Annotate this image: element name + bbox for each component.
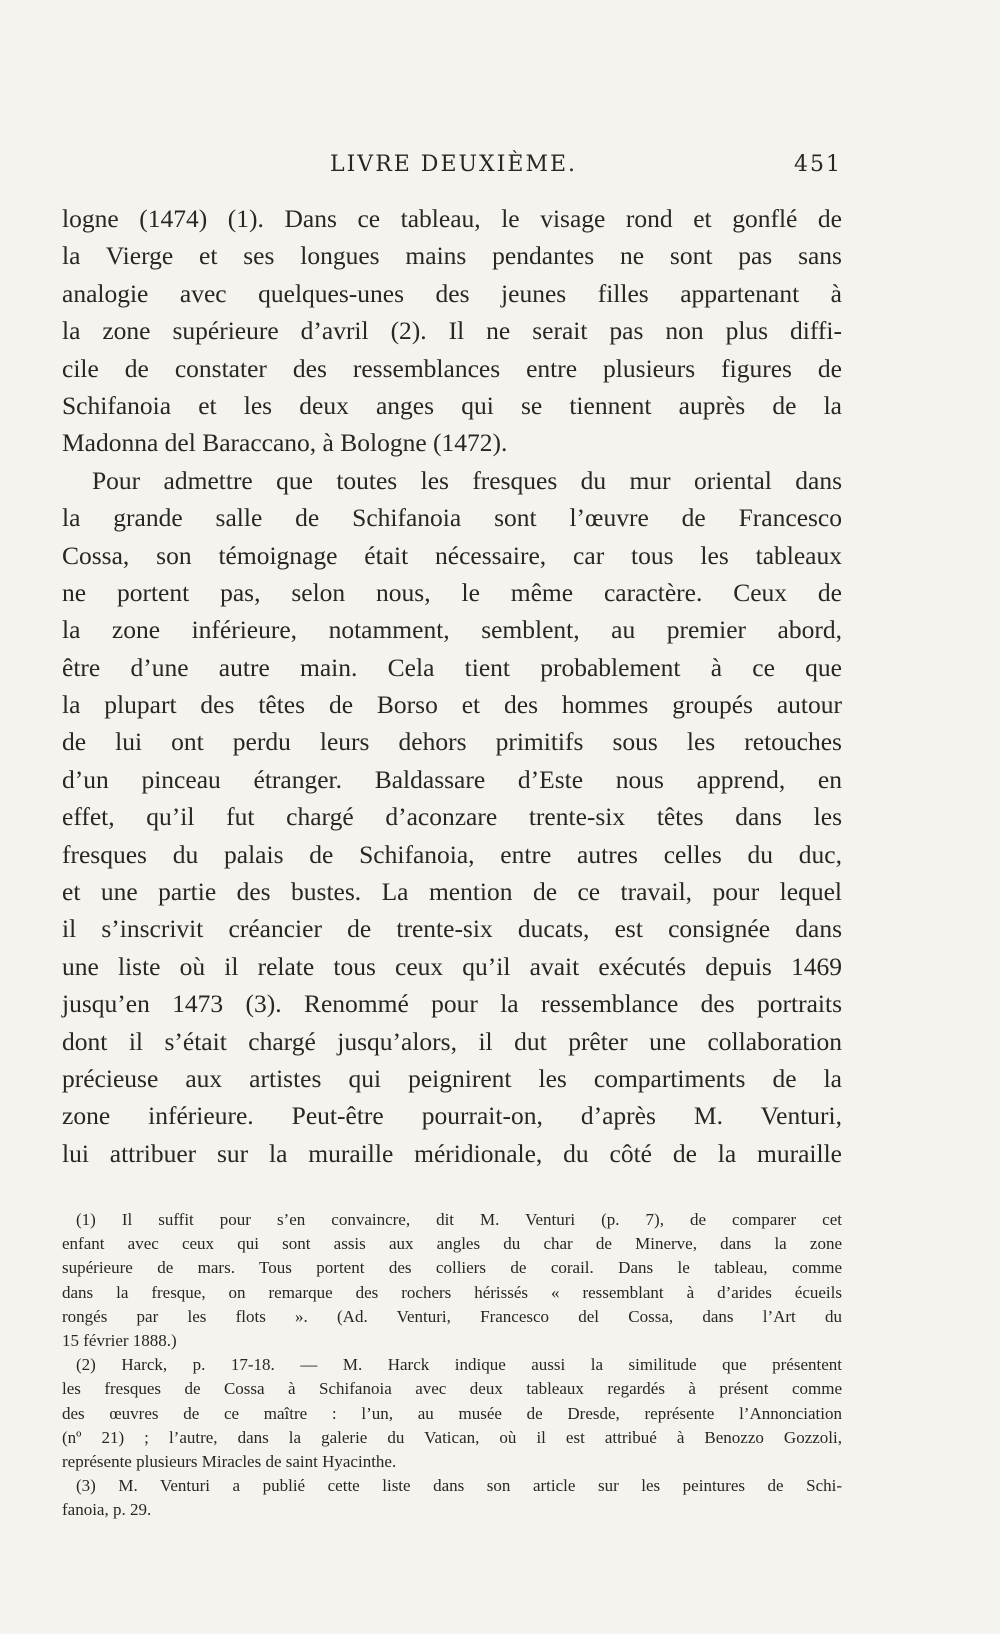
text-line: fresques du palais de Schifanoia, entre autres celles du duc,	[62, 839, 842, 869]
text-line: lui attribuer sur la muraille méridionale, du côté de la muraille	[62, 1138, 842, 1168]
footnote-line: 15 février 1888.)	[62, 1330, 177, 1350]
text-line: la zone supérieure d’avril (2). Il ne serait pas non plus diffi-	[62, 316, 842, 346]
text-line: zone inférieure. Peut-être pourrait-on, d’après M. Venturi,	[62, 1101, 842, 1131]
footnote-line: fanoia, p. 29.	[62, 1500, 152, 1520]
text-line: effet, qu’il fut chargé d’aconzare trente-six têtes dans les	[62, 802, 842, 832]
footnotes	[62, 1208, 842, 1522]
footnote-line: les fresques de Cossa à Schifanoia avec deux tableaux regardés à présent comme	[62, 1379, 842, 1399]
text-line: dont il s’était chargé jusqu’alors, il dut prêter une collaboration	[62, 1026, 842, 1056]
text-line: Madonna del Baraccano, à Bologne (1472).	[62, 428, 508, 458]
running-header	[62, 152, 842, 188]
footnote-line: (nº 21) ; l’autre, dans la galerie du Vatican, où il est attribué à Benozzo Gozzoli,	[62, 1427, 842, 1447]
text-line: logne (1474) (1). Dans ce tableau, le visage rond et gonflé de	[62, 204, 842, 233]
footnote-line: rongés par les flots ». (Ad. Venturi, Francesco del Cossa, dans l’Art du	[62, 1306, 842, 1326]
text-line: et une partie des bustes. La mention de ce travail, pour lequel	[62, 877, 842, 907]
text-line: de lui ont perdu leurs dehors primitifs sous les retouches	[62, 727, 842, 757]
footnote-line: (1) Il suffit pour s’en convaincre, dit M. Venturi (p. 7), de comparer cet	[76, 1210, 842, 1229]
text-line: Pour admettre que toutes les fresques du mur oriental dans	[92, 465, 842, 495]
page-number: 451	[794, 152, 842, 177]
text-line: jusqu’en 1473 (3). Renommé pour la ressemblance des portraits	[62, 989, 842, 1019]
text-line: il s’inscrivit créancier de trente-six ducats, est consignée dans	[62, 914, 842, 944]
text-line: la plupart des têtes de Borso et des hommes groupés autour	[62, 690, 842, 720]
footnote-line: (2) Harck, p. 17-18. — M. Harck indique aussi la similitude que présentent	[76, 1355, 842, 1375]
text-line: d’un pinceau étranger. Baldassare d’Este nous apprend, en	[62, 764, 842, 794]
text-line: une liste où il relate tous ceux qu’il avait exécutés depuis 1469	[62, 951, 842, 981]
footnote-line: enfant avec ceux qui sont assis aux angles du char de Minerve, dans la zone	[62, 1234, 842, 1254]
running-title: LIVRE DEUXIÈME.	[330, 152, 578, 177]
text-line: Schifanoia et les deux anges qui se tiennent auprès de la	[62, 390, 842, 420]
footnote-line: des œuvres de ce maître : l’un, au musée de Dresde, représente l’Annonciation	[62, 1403, 842, 1423]
footnote-line: représente plusieurs Miracles de saint Hyacinthe.	[62, 1451, 397, 1471]
text-line: la grande salle de Schifanoia sont l’œuvre de Francesco	[62, 503, 842, 533]
text-line: être d’une autre main. Cela tient probablement à ce que	[62, 652, 842, 682]
text-line: ne portent pas, selon nous, le même caractère. Ceux de	[62, 577, 842, 607]
text-line: la zone inférieure, notamment, semblent, au premier abord,	[62, 615, 842, 645]
footnote-line: supérieure de mars. Tous portent des colliers de corail. Dans le tableau, comme	[62, 1258, 842, 1278]
footnote-line: dans la fresque, on remarque des rochers hérissés « ressemblant à d’arides écueils	[62, 1282, 842, 1302]
text-line: la Vierge et ses longues mains pendantes ne sont pas sans	[62, 241, 842, 271]
text-line: cile de constater des ressemblances entre plusieurs figures de	[62, 353, 842, 383]
text-line: Cossa, son témoignage était nécessaire, car tous les tableaux	[62, 540, 842, 570]
text-line: précieuse aux artistes qui peignirent les compartiments de la	[62, 1063, 842, 1093]
text-line: analogie avec quelques-unes des jeunes filles appartenant à	[62, 278, 842, 308]
main-text	[62, 200, 842, 1172]
footnote-line: (3) M. Venturi a publié cette liste dans son article sur les peintures de Schi-	[76, 1476, 842, 1496]
